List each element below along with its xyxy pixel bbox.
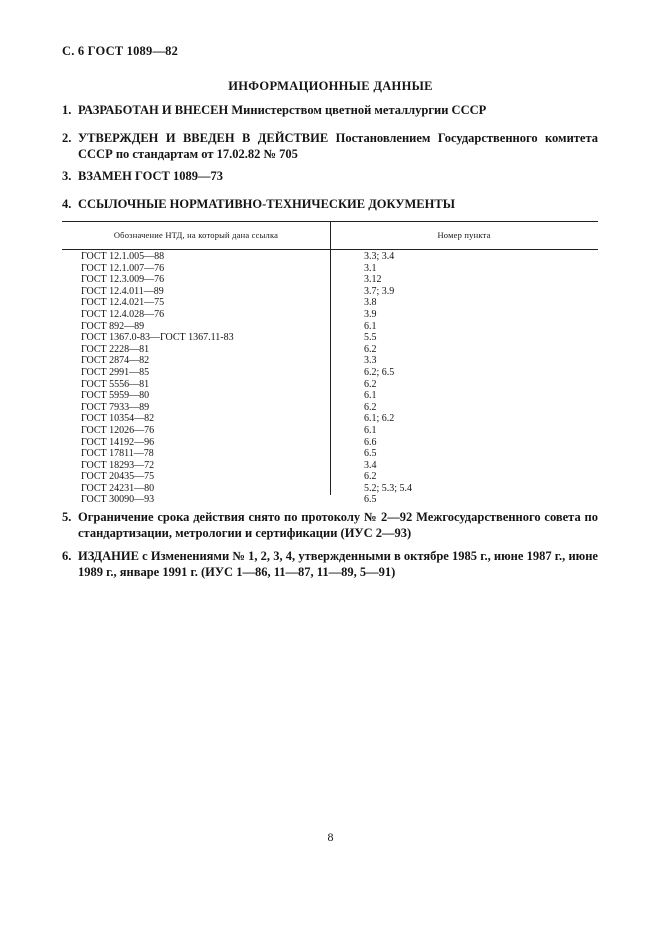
item-text: с Изменениями № 1, 2, 3, 4, утвержденными в октябре 1985 г., июне 1987 г., июне 1989 г., январе 1991 г. (ИУС 1—86, 11—87, 11—89, 5—91) bbox=[78, 549, 598, 579]
item-heading: ИЗДАНИЕ bbox=[78, 549, 139, 563]
table-row bbox=[62, 274, 598, 286]
table-row bbox=[62, 402, 598, 414]
page-header: С. 6 ГОСТ 1089—82 bbox=[62, 44, 179, 58]
table-cell-clause: 3.3; 3.4 bbox=[364, 251, 395, 262]
item-number: 4. bbox=[62, 197, 72, 211]
table-row bbox=[62, 379, 598, 391]
table-row bbox=[62, 494, 598, 506]
table-cell-document: ГОСТ 5959—80 bbox=[81, 390, 150, 402]
table-cell-clause: 6.1; 6.2 bbox=[364, 413, 395, 425]
table-cell-clause: 5.5 bbox=[364, 332, 377, 344]
table-row bbox=[62, 355, 598, 367]
table-cell-clause: 3.12 bbox=[364, 274, 382, 286]
table-row bbox=[62, 251, 598, 263]
table-row bbox=[62, 297, 598, 309]
table-row bbox=[62, 471, 598, 483]
table-row bbox=[62, 344, 598, 356]
table-header-document: Обозначение НТД, на который дана ссылка bbox=[113, 230, 279, 240]
info-item-1 bbox=[62, 102, 598, 118]
table-cell-document: ГОСТ 17811—78 bbox=[81, 448, 154, 460]
table-row bbox=[62, 413, 598, 425]
table-row bbox=[62, 437, 598, 449]
table-cell-document: ГОСТ 18293—72 bbox=[81, 459, 155, 471]
table-cell-document: ГОСТ 2991—85 bbox=[81, 366, 150, 378]
table-row bbox=[62, 286, 598, 298]
table-cell-clause: 6.5 bbox=[364, 494, 377, 506]
table-cell-clause: 6.2 bbox=[364, 343, 377, 355]
table-cell-document: ГОСТ 12026—76 bbox=[81, 424, 155, 436]
info-item-3 bbox=[62, 168, 598, 184]
table-cell-clause: 3.1 bbox=[364, 262, 377, 274]
table-cell-document: ГОСТ 20435—75 bbox=[81, 471, 155, 483]
table-cell-document: ГОСТ 12.3.009—76 bbox=[81, 274, 165, 286]
table-cell-document: ГОСТ 5556—81 bbox=[81, 378, 150, 390]
item-number: 5. bbox=[62, 510, 72, 524]
item-text: Ограничение срока действия снято по протоколу № 2—92 Межгосударственного совета по стандартизации, метрологии и сертификации (ИУС 2—93) bbox=[78, 510, 598, 540]
table-cell-clause: 3.4 bbox=[364, 459, 377, 471]
table-cell-clause: 3.3 bbox=[364, 355, 377, 367]
table-cell-clause: 6.1 bbox=[364, 390, 377, 402]
table-row bbox=[62, 460, 598, 472]
table-cell-clause: 6.1 bbox=[364, 320, 377, 332]
item-heading: ВЗАМЕН ГОСТ 1089—73 bbox=[78, 169, 223, 183]
table-cell-document: ГОСТ 892—89 bbox=[81, 320, 145, 332]
table-row bbox=[62, 309, 598, 321]
table-row bbox=[62, 425, 598, 437]
table-cell-document: ГОСТ 1367.0-83—ГОСТ 1367.11-83 bbox=[81, 332, 234, 344]
table-cell-document: ГОСТ 24231—80 bbox=[81, 482, 155, 494]
table-cell-document: ГОСТ 12.4.028—76 bbox=[81, 308, 165, 320]
item-heading: ССЫЛОЧНЫЕ НОРМАТИВНО-ТЕХНИЧЕСКИЕ ДОКУМЕНТЫ bbox=[78, 197, 455, 211]
table-cell-clause: 5.2; 5.3; 5.4 bbox=[364, 482, 413, 494]
table-cell-clause: 3.9 bbox=[364, 308, 377, 320]
info-item-5 bbox=[62, 509, 598, 541]
table-cell-document: ГОСТ 10354—82 bbox=[81, 413, 155, 425]
table-row bbox=[62, 390, 598, 402]
info-item-2 bbox=[62, 130, 598, 162]
table-cell-document: ГОСТ 12.1.005—88 bbox=[81, 251, 165, 262]
table-cell-document: ГОСТ 12.4.021—75 bbox=[81, 297, 165, 309]
table-cell-document: ГОСТ 2228—81 bbox=[81, 343, 150, 355]
table-row bbox=[62, 483, 598, 495]
table-row bbox=[62, 448, 598, 460]
table-cell-clause: 6.6 bbox=[364, 436, 377, 448]
section-title: ИНФОРМАЦИОННЫЕ ДАННЫЕ bbox=[228, 79, 433, 93]
item-text: Министерством цветной металлургии СССР bbox=[228, 103, 487, 117]
table-cell-document: ГОСТ 12.1.007—76 bbox=[81, 262, 165, 274]
table-header-clause: Номер пункта bbox=[437, 230, 491, 240]
table-cell-document: ГОСТ 14192—96 bbox=[81, 436, 155, 448]
table-cell-clause: 3.7; 3.9 bbox=[364, 285, 395, 297]
item-number: 6. bbox=[62, 549, 72, 563]
table-cell-document: ГОСТ 2874—82 bbox=[81, 355, 150, 367]
reference-documents-table bbox=[62, 221, 598, 506]
page-number: 8 bbox=[327, 830, 334, 844]
table-row bbox=[62, 332, 598, 344]
table-row bbox=[62, 367, 598, 379]
table-cell-clause: 6.5 bbox=[364, 448, 377, 460]
info-item-4 bbox=[62, 196, 598, 212]
table-cell-document: ГОСТ 12.4.011—89 bbox=[81, 285, 164, 297]
table-cell-document: ГОСТ 7933—89 bbox=[81, 401, 150, 413]
table-row bbox=[62, 263, 598, 275]
item-number: 3. bbox=[62, 169, 72, 183]
table-body bbox=[62, 251, 598, 506]
table-cell-clause: 6.2 bbox=[364, 378, 377, 390]
item-number: 2. bbox=[62, 131, 72, 145]
table-cell-clause: 6.2 bbox=[364, 401, 377, 413]
item-text: Постановлением Государственного комитета СССР по стандартам от 17.02.82 № 705 bbox=[78, 131, 599, 161]
item-number: 1. bbox=[62, 103, 72, 117]
table-cell-clause: 6.2 bbox=[364, 471, 377, 483]
table-cell-clause: 3.8 bbox=[364, 297, 377, 309]
table-cell-document: ГОСТ 30090—93 bbox=[81, 494, 155, 506]
item-heading: УТВЕРЖДЕН И ВВЕДЕН В ДЕЙСТВИЕ bbox=[78, 131, 329, 145]
info-item-6 bbox=[62, 548, 598, 580]
table-row bbox=[62, 321, 598, 333]
item-heading: РАЗРАБОТАН И ВНЕСЕН bbox=[78, 103, 229, 117]
table-cell-clause: 6.1 bbox=[364, 424, 377, 436]
table-cell-clause: 6.2; 6.5 bbox=[364, 366, 395, 378]
